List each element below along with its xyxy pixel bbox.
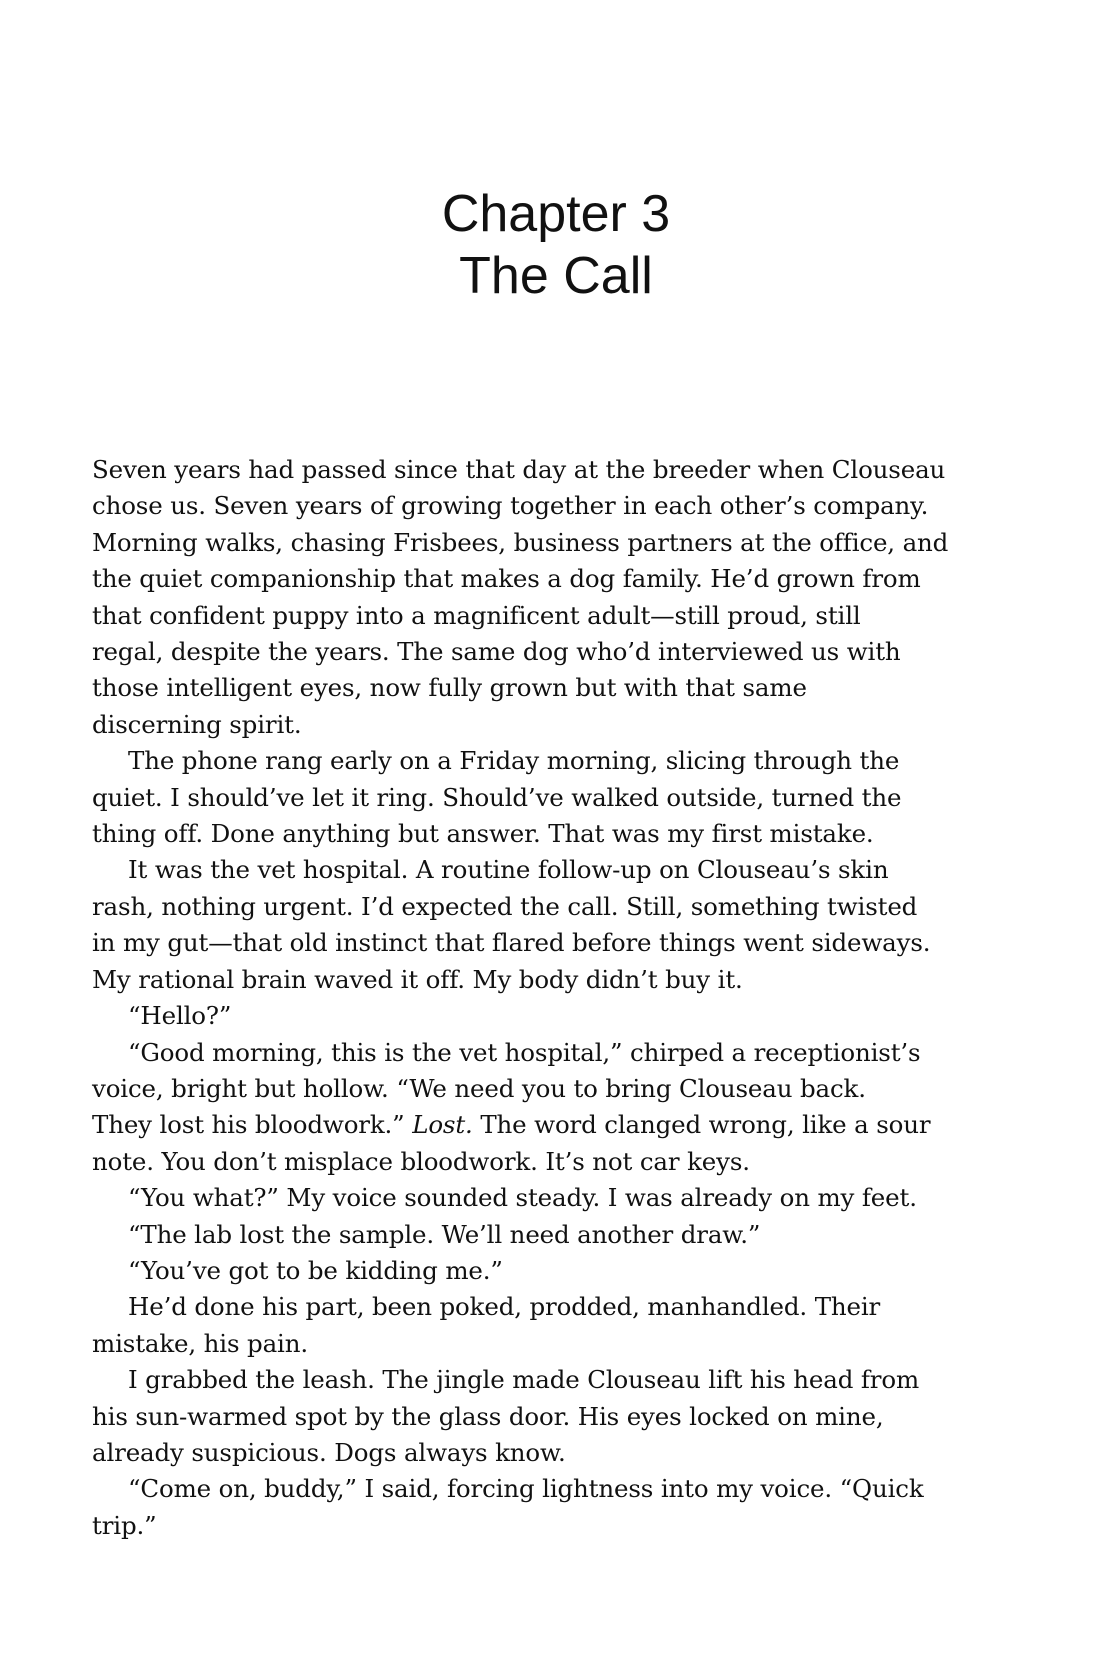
text-line: regal, despite the years. The same dog who’d interviewed us with	[92, 637, 901, 667]
text-line: Morning walks, chasing Frisbees, business partners at the office, and	[92, 527, 949, 557]
text-line: quiet. I should’ve let it ring. Should’ve walked outside, turned the	[92, 782, 902, 812]
text-line: his sun-warmed spot by the glass door. His eyes locked on mine,	[92, 1401, 884, 1431]
text-line: “You’ve got to be kidding me.”	[128, 1255, 503, 1285]
text-line: “Good morning, this is the vet hospital,” chirped a receptionist’s	[128, 1037, 921, 1067]
text-line: “Hello?”	[128, 1001, 232, 1031]
text-segment: They lost his bloodwork.”	[92, 1110, 405, 1140]
paragraph	[92, 1217, 1032, 1253]
text-line: discerning spirit.	[92, 709, 302, 739]
chapter-number: Chapter 3	[441, 185, 671, 243]
text-line: The phone rang early on a Friday morning, slicing through the	[128, 746, 900, 776]
text-line	[92, 1107, 1032, 1143]
paragraph	[92, 852, 1032, 998]
paragraph	[92, 1180, 1032, 1216]
chapter-body	[92, 452, 1032, 1544]
text-line: thing off. Done anything but answer. That was my first mistake.	[92, 819, 874, 849]
paragraph	[92, 1253, 1032, 1289]
text-line: I grabbed the leash. The jingle made Clouseau lift his head from	[128, 1365, 920, 1395]
text-line: “You what?” My voice sounded steady. I was already on my feet.	[128, 1183, 917, 1213]
text-line: already suspicious. Dogs always know.	[92, 1437, 566, 1467]
text-line: He’d done his part, been poked, prodded, manhandled. Their	[128, 1292, 881, 1322]
paragraph	[92, 1289, 1032, 1362]
text-line: that confident puppy into a magnificent adult—still proud, still	[92, 600, 861, 630]
text-line: trip.”	[92, 1510, 157, 1540]
paragraph	[92, 452, 1032, 743]
text-line: in my gut—that old instinct that flared before things went sideways.	[92, 928, 931, 958]
chapter-title: The Call	[459, 247, 653, 305]
text-line: Seven years had passed since that day at the breeder when Clouseau	[92, 455, 946, 484]
paragraph	[92, 1362, 1032, 1471]
paragraph	[92, 998, 1032, 1034]
text-line: those intelligent eyes, now fully grown but with that same	[92, 673, 807, 703]
emphasis-word: Lost.	[412, 1110, 473, 1140]
text-line: rash, nothing urgent. I’d expected the call. Still, something twisted	[92, 891, 918, 921]
text-line: the quiet companionship that makes a dog family. He’d grown from	[92, 564, 921, 594]
text-line: voice, bright but hollow. “We need you to bring Clouseau back.	[92, 1073, 866, 1103]
text-segment: The word clanged wrong, like a sour	[472, 1110, 931, 1140]
text-line: It was the vet hospital. A routine follow-up on Clouseau’s skin	[128, 855, 889, 885]
chapter-heading	[0, 183, 1112, 307]
text-line: My rational brain waved it off. My body didn’t buy it.	[92, 964, 743, 994]
paragraph	[92, 1035, 1032, 1181]
paragraph	[92, 743, 1032, 852]
text-line: note. You don’t misplace bloodwork. It’s not car keys.	[92, 1146, 750, 1176]
paragraph	[92, 1471, 1032, 1544]
text-line: chose us. Seven years of growing together in each other’s company.	[92, 491, 929, 521]
text-line: “Come on, buddy,” I said, forcing lightness into my voice. “Quick	[128, 1474, 924, 1504]
text-line: “The lab lost the sample. We’ll need another draw.”	[128, 1219, 761, 1249]
text-line: mistake, his pain.	[92, 1328, 308, 1358]
